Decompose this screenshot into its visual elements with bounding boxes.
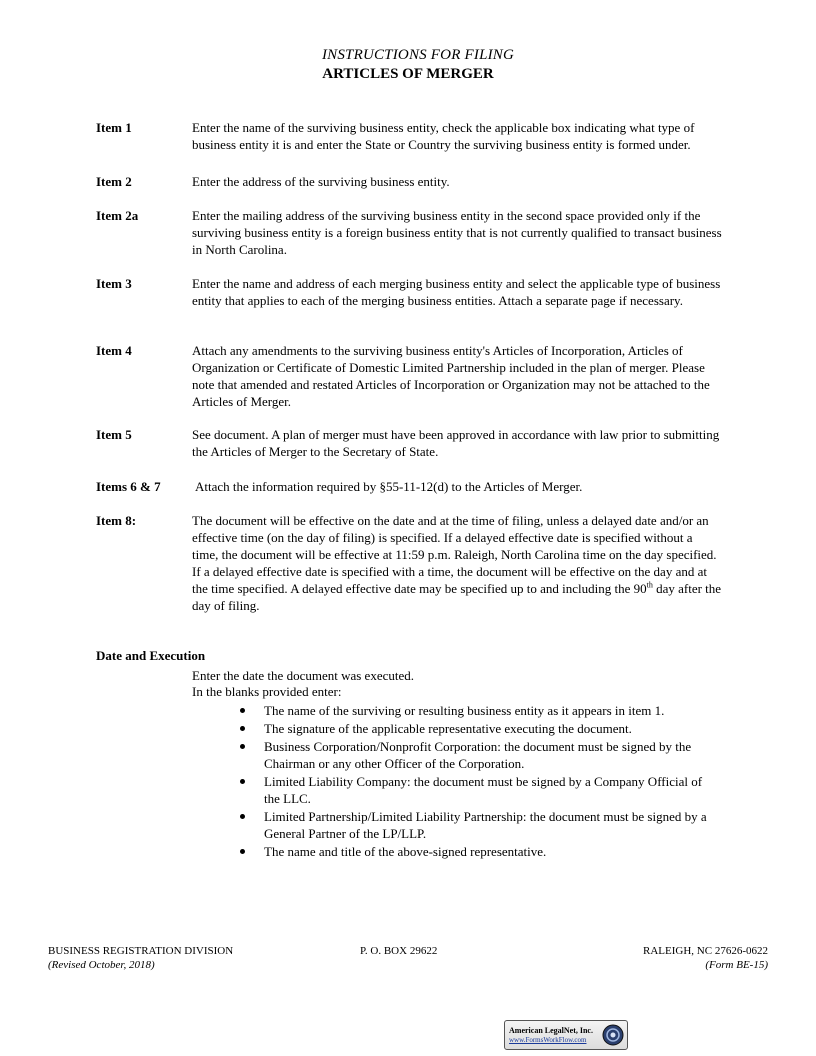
item-text <box>192 512 722 614</box>
bullet-icon <box>240 849 245 854</box>
item-text: See document. A plan of merger must have been approved in accordance with law prior to submitting the Articles of Merger to the Secretary of State. <box>192 427 720 459</box>
badge-company-name: American LegalNet, Inc. <box>509 1026 593 1035</box>
item-label: Item 8: <box>96 513 137 528</box>
item-label: Item 1 <box>96 120 132 135</box>
form-number: (Form BE-15) <box>705 959 768 971</box>
bullet-icon <box>240 814 245 819</box>
list-item <box>240 808 720 842</box>
item-text: Enter the name of the surviving business entity, check the applicable box indicating what type of business entity it is and enter the State or Country the surviving business entity is formed under. <box>192 120 695 152</box>
american-legalnet-badge[interactable] <box>504 1020 628 1050</box>
footer-address <box>643 944 768 972</box>
title-instructions: INSTRUCTIONS FOR FILING <box>321 47 515 63</box>
bullet-text: Limited Partnership/Limited Liability Partnership: the document must be signed by a General Partner of the LP/LLP. <box>264 809 707 841</box>
bullet-text: The signature of the applicable representative executing the document. <box>264 721 632 736</box>
bullet-icon <box>240 744 245 749</box>
bullet-text: Business Corporation/Nonprofit Corporation: the document must be signed by the Chairman or any other Officer of the Corporation. <box>264 739 692 771</box>
title-articles-of-merger: ARTICLES OF MERGER <box>322 66 494 82</box>
bullet-text: The name of the surviving or resulting business entity as it appears in item 1. <box>264 703 665 718</box>
execution-instruction-1: Enter the date the document was executed. <box>192 668 414 683</box>
item-label: Item 2a <box>96 208 139 223</box>
footer-po-box <box>360 944 437 958</box>
item-text-main: The document will be effective on the date and at the time of filing, unless a delayed date and/or an effective time (on the day of filing) is specified. If a delayed effective date is specified without a time, the document will be effective at 11:59 p.m. Raleigh, North Carolina time on the day specified. If a delayed effective date is specified with a time, the document will be effective on the day and at the time specified. A delayed effective date may be specified up to and including the 90 <box>192 513 717 596</box>
badge-url-link[interactable]: www.FormsWorkFlow.com <box>509 1036 587 1044</box>
list-item <box>240 773 720 807</box>
execution-instruction-2: In the blanks provided enter: <box>192 684 342 699</box>
item-label: Item 4 <box>96 343 132 358</box>
globe-icon <box>602 1024 624 1046</box>
list-item <box>240 720 720 737</box>
list-item <box>240 738 720 772</box>
item-text: Enter the mailing address of the surviving business entity in the second space provided only if the surviving business entity is a foreign business entity that is not currently qualified to transact business in North Carolina. <box>192 208 722 257</box>
item-text: Attach the information required by §55-11-12(d) to the Articles of Merger. <box>195 479 583 494</box>
bullet-icon <box>240 708 245 713</box>
bullet-text: The name and title of the above-signed representative. <box>264 844 547 859</box>
bullet-icon <box>240 726 245 731</box>
city-zip: RALEIGH, NC 27626-0622 <box>643 945 768 957</box>
list-item <box>240 843 720 860</box>
footer-division <box>48 944 233 972</box>
po-box: P. O. BOX 29622 <box>360 945 438 957</box>
bullet-icon <box>240 779 245 784</box>
list-item <box>240 702 720 719</box>
execution-bullet-list <box>240 702 720 861</box>
item-text: Enter the address of the surviving business entity. <box>192 174 450 189</box>
bullet-text: Limited Liability Company: the document must be signed by a Company Official of the LLC. <box>264 774 703 806</box>
date-execution-heading: Date and Execution <box>96 648 206 663</box>
item-label: Items 6 & 7 <box>96 479 161 494</box>
revised-date: (Revised October, 2018) <box>48 959 155 971</box>
item-text: Attach any amendments to the surviving business entity's Articles of Incorporation, Articles of Organization or Certificate of Domestic Limited Partnership included in the plan of merger. Please note that amended and restated Articles of Incorporation or Organization may not be attached to the Articles of Merger. <box>192 343 710 409</box>
item-label: Item 2 <box>96 174 132 189</box>
item-text-end: day after the day of filing. <box>192 581 722 613</box>
item-label: Item 5 <box>96 427 132 442</box>
ordinal-suffix: th <box>646 580 653 590</box>
item-label: Item 3 <box>96 276 132 291</box>
item-text: Enter the name and address of each merging business entity and select the applicable type of business entity that applies to each of the merging business entities. Attach a separate page if necessary. <box>192 276 721 308</box>
division-name: BUSINESS REGISTRATION DIVISION <box>48 945 234 957</box>
